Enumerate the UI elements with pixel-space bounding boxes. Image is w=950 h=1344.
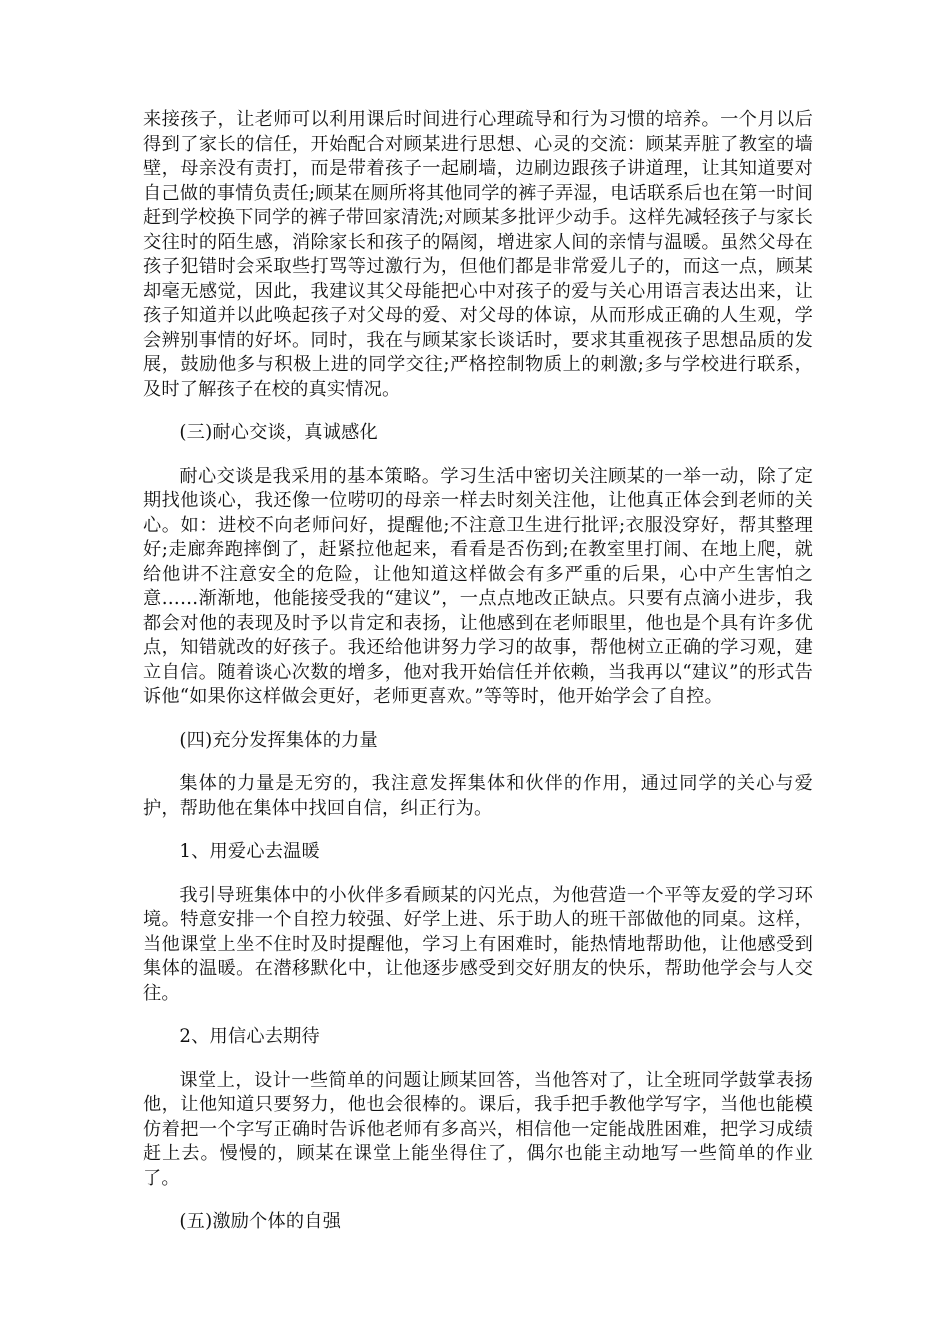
paragraph-family-communication: 来接孩子，让老师可以利用课后时间进行心理疏导和行为习惯的培养。一个月以后得到了家长的信任，开始配合对顾某进行思想、心灵的交流：顾某弄脏了教室的墙壁，母亲没有责打，而是带着孩子一起刷墙，边刷边跟孩子讲道理，让其知道要对自己做的事情负责任;顾某在厕所将其他同学的裤子弄湿，电话联系后也在第一时间赶到学校换下同学的裤子带回家清洗;对顾某多批评少动手。这样先减轻孩子与家长交往时的陌生感，消除家长和孩子的隔阂，增进家人间的亲情与温暖。虽然父母在孩子犯错时会采取些打骂等过激行为，但他们都是非常爱儿子的，而这一点，顾某却毫无感觉，因此，我建议其父母能把心中对孩子的爱与关心用语言表达出来，让孩子知道并以此唤起孩子对父母的爱、对父母的体谅，从而形成正确的人生观，学会辨别事情的好坏。同时，我在与顾某家长谈话时，要求其重视孩子思想品质的发展，鼓励他多与积极上进的同学交往;严格控制物质上的刺激;多与学校进行联系，及时了解孩子在校的真实情况。 [143,109,813,400]
heading-self-improvement: (五)激励个体的自强 [179,1211,342,1232]
paragraph-collective-power: 集体的力量是无穷的，我注意发挥集体和伙伴的作用，通过同学的关心与爱护，帮助他在集体中找回自信，纠正行为。 [143,773,813,819]
heading-warm-with-love: 1、用爱心去温暖 [179,841,320,862]
paragraph-patient-talk: 耐心交谈是我采用的基本策略。学习生活中密切关注顾某的一举一动，除了定期找他谈心，我还像一位唠叨的母亲一样去时刻关注他，让他真正体会到老师的关心。如：进校不向老师问好，提醒他;不注意卫生进行批评;衣服没穿好，帮其整理好;走廊奔跑摔倒了，赶紧拉他起来，看看是否伤到;在教室里打闹、在地上爬，就给他讲不注意安全的危险，让他知道这样做会有多严重的后果，心中产生害怕之意……渐渐地，他能接受我的“建议”，一点点地改正缺点。只要有点滴小进步，我都会对他的表现及时予以肯定和表扬，让他感到在老师眼里，他也是个具有许多优点，知错就改的好孩子。我还给他讲努力学习的故事，帮他树立正确的学习观，建立自信。随着谈心次数的增多，他对我开始信任并依赖，当我再以“建议”的形式告诉他“如果你这样做会更好，老师更喜欢。”等等时，他开始学会了自控。 [143,465,813,707]
heading-expect-with-confidence: 2、用信心去期待 [179,1026,320,1047]
paragraph-expect-with-confidence: 课堂上，设计一些简单的问题让顾某回答，当他答对了，让全班同学鼓掌表扬他，让他知道只要努力，他也会很棒的。课后，我手把手教他学写字，当他也能模仿着把一个字写正确时告诉他老师有多高兴，相信他一定能战胜困难，把学习成绩赶上去。慢慢的，顾某在课堂上能坐得住了，偶尔也能主动地写一些简单的作业了。 [143,1069,813,1189]
document-page [143,108,813,1254]
heading-patient-talk: (三)耐心交谈，真诚感化 [179,422,378,443]
heading-collective-power: (四)充分发挥集体的力量 [179,729,378,751]
paragraph-warm-with-love: 我引导班集体中的小伙伴多看顾某的闪光点，为他营造一个平等友爱的学习环境。特意安排一个自控力较强、好学上进、乐于助人的班干部做他的同桌。这样，当他课堂上坐不住时及时提醒他，学习上有困难时，能热情地帮助他，让他感受到集体的温暖。在潜移默化中，让他逐步感受到交好朋友的快乐，帮助他学会与人交往。 [143,884,813,1004]
